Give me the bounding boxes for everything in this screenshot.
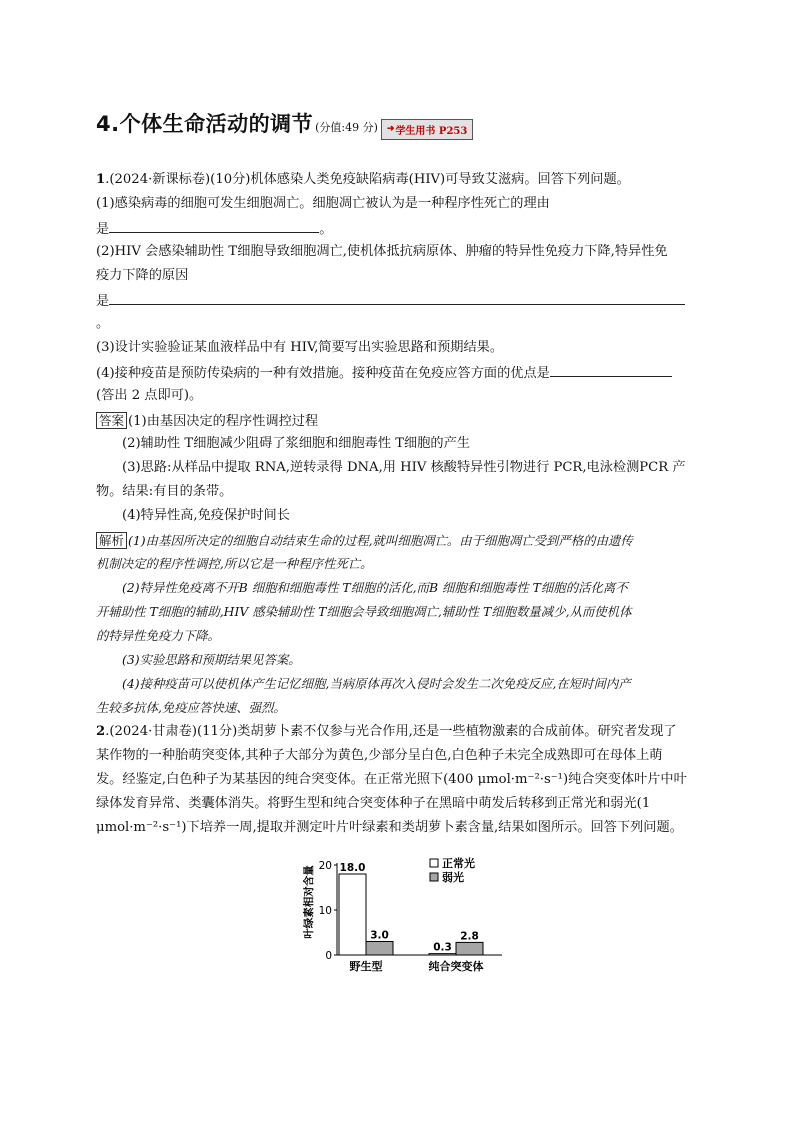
q2-number: 2 <box>96 724 106 739</box>
chart-data-label: 0.3 <box>433 941 452 954</box>
chart-category-label: 纯合突变体 <box>428 960 484 973</box>
chart-data-label: 3.0 <box>370 929 389 942</box>
student-book-tag[interactable] <box>381 119 473 140</box>
q1-part4-text: (4)接种疫苗是预防传染病的一种有效措施。接种疫苗在免疫应答方面的优点是 <box>96 366 550 381</box>
chart-data-label: 2.8 <box>460 930 479 943</box>
answer-3-line1: (3)思路:从样品中提取 RNA,逆转录得 DNA,用 HIV 核酸特异性引物进行 PCR,电泳检测PCR 产 <box>122 460 686 475</box>
answer-3-line2: 物。结果:有目的条带。 <box>96 484 233 499</box>
q1-part1-blank[interactable] <box>109 220 319 233</box>
chart-ytick-label: 10 <box>318 905 332 917</box>
analysis-3: (3)实验思路和预期结果见答案。 <box>122 652 301 667</box>
answer-4: (4)特异性高,免疫保护时间长 <box>122 508 290 523</box>
analysis-label: 解析 <box>96 532 127 549</box>
chart-bar <box>429 954 456 955</box>
section-title: 4.个体生命活动的调节 <box>96 112 314 136</box>
chart-ytick-label: 20 <box>318 860 332 872</box>
score-note: (分值:49 分) <box>315 121 378 134</box>
chart-bar <box>339 874 366 955</box>
q1-number: 1 <box>96 172 106 187</box>
analysis-2c: 的特异性免疫力下降。 <box>96 628 220 643</box>
chlorophyll-bar-chart <box>290 846 510 981</box>
q2-line1-text: .(2024·甘肃卷)(11分)类胡萝卜素不仅参与光合作用,还是一些植物激素的合成前体。研究者发现了 <box>105 724 677 739</box>
answer-line1 <box>96 412 318 430</box>
q1-part1-prefix: 是 <box>96 222 110 237</box>
analysis-line1 <box>96 532 633 549</box>
legend-label: 弱光 <box>442 871 464 884</box>
q2-line1 <box>96 724 677 740</box>
q1-part4-blank[interactable] <box>550 364 672 377</box>
q1-part1: (1)感染病毒的细胞可发生细胞凋亡。细胞凋亡被认为是一种程序性死亡的理由 <box>96 196 550 211</box>
chart-legend <box>430 856 475 884</box>
q2-line3: 发。经鉴定,白色种子为某基因的纯合突变体。在正常光照下(400 μmol·m⁻²·s⁻¹)纯合突变体叶片中叶 <box>96 772 687 787</box>
analysis-2b: 开辅助性 T细胞的辅助,HIV 感染辅助性 T细胞会导致细胞凋亡,辅助性 T细胞数量减少,从而使机体 <box>96 604 632 619</box>
answer-2: (2)辅助性 T细胞减少阻碍了浆细胞和细胞毒性 T细胞的产生 <box>122 436 470 451</box>
answer-1: (1)由基因决定的程序性调控过程 <box>128 414 319 429</box>
q1-stem <box>96 172 630 188</box>
legend-swatch <box>430 859 438 867</box>
q2-line2: 某作物的一种胎萌突变体,其种子大部分为黄色,少部分呈白色,白色种子未完全成熟即可在母体上萌 <box>96 748 663 763</box>
chart-bar <box>456 942 483 955</box>
answer-label: 答案 <box>96 412 127 429</box>
analysis-4a: (4)接种疫苗可以使机体产生记忆细胞,当病原体再次入侵时会发生二次免疫反应,在短时间内产 <box>122 676 631 691</box>
legend-swatch <box>430 873 438 881</box>
analysis-1a: (1)由基因所决定的细胞自动结束生命的过程,就叫细胞凋亡。由于细胞凋亡受到严格的由遗传 <box>128 533 633 548</box>
q1-part2-answer-line <box>96 292 685 310</box>
chart-ylabel: 叶绿素相对含量 <box>303 865 315 939</box>
q1-part2-line2: 疫力下降的原因 <box>96 268 189 283</box>
q1-part2-end: 。 <box>96 316 110 331</box>
q2-line4: 绿体发育异常、类囊体消失。将野生型和纯合突变体种子在黑暗中萌发后转移到正常光和弱光(1 <box>96 796 651 811</box>
section-header <box>96 108 473 140</box>
analysis-2a: (2)特异性免疫离不开B 细胞和细胞毒性 T细胞的活化,而B 细胞和细胞毒性 T细胞的活化离不 <box>122 580 628 595</box>
q1-part2-line1: (2)HIV 会感染辅助性 T细胞导致细胞凋亡,使机体抵抗病原体、肿瘤的特异性免疫力下降,特异性免 <box>96 244 668 259</box>
chart-data-label: 18.0 <box>339 862 366 874</box>
q1-part3: (3)设计实验验证某血液样品中有 HIV,简要写出实验思路和预期结果。 <box>96 340 504 355</box>
q1-part4-line2: (答出 2 点即可)。 <box>96 388 203 403</box>
student-book-tag-label: 学生用书 P253 <box>395 125 468 137</box>
q1-stem-text: .(2024·新课标卷)(10分)机体感染人类免疫缺陷病毒(HIV)可导致艾滋病。回答下列问题。 <box>105 172 630 187</box>
analysis-1b: 机制决定的程序性调控,所以它是一种程序性死亡。 <box>96 556 373 571</box>
q1-part2-blank[interactable] <box>109 292 685 305</box>
q1-part4-line1 <box>96 364 672 382</box>
q2-line5: μmol·m⁻²·s⁻¹)下培养一周,提取并测定叶片叶绿素和类胡萝卜素含量,结果如图所示。回答下列问题。 <box>96 820 683 835</box>
q1-part1-end: 。 <box>319 222 333 237</box>
q1-part1-answer-line <box>96 220 332 238</box>
chart-category-label: 野生型 <box>349 960 383 973</box>
legend-label: 正常光 <box>442 857 475 870</box>
chart-ytick-label: 0 <box>325 950 332 962</box>
arrow-right-icon: ➜ <box>386 124 395 134</box>
analysis-4b: 生较多抗体,免疫应答快速、强烈。 <box>96 700 286 715</box>
chart-bar <box>366 942 393 956</box>
q1-part2-prefix: 是 <box>96 294 110 309</box>
